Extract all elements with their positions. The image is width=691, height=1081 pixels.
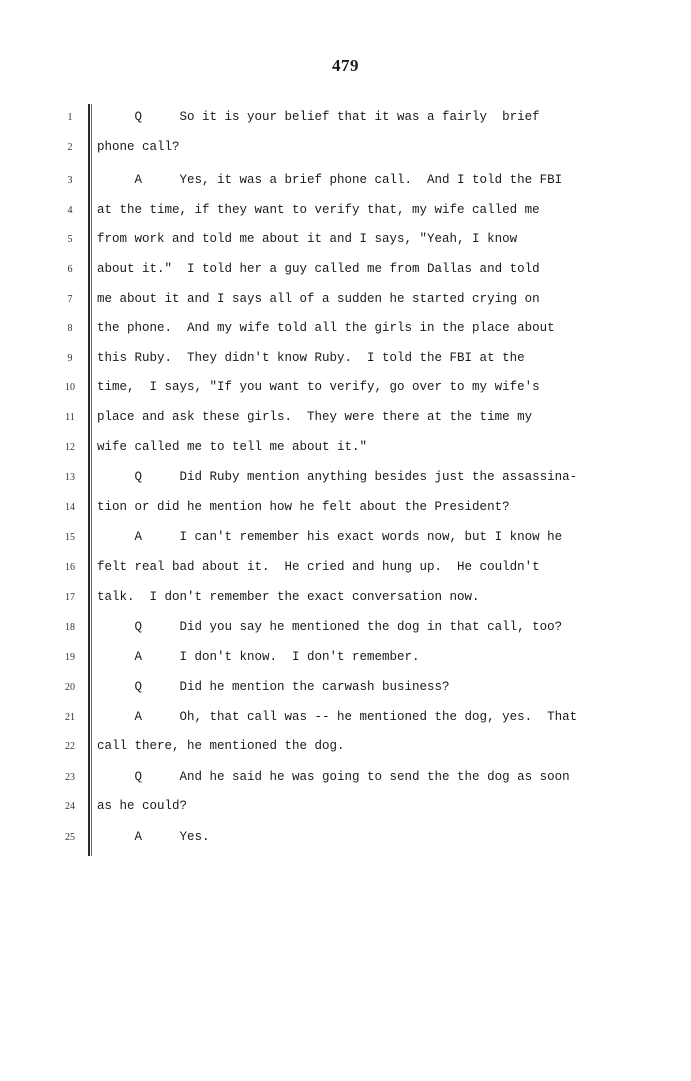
line-text: the phone. And my wife told all the girls in the place about (97, 321, 555, 335)
line-number: 3 (67, 175, 73, 186)
line-text: Q Did Ruby mention anything besides just the assassina- (97, 470, 578, 484)
line-number: 5 (67, 234, 73, 245)
line-number: 8 (67, 323, 73, 334)
transcript-line (0, 440, 691, 460)
line-text: tion or did he mention how he felt about the President? (97, 500, 510, 514)
transcript-line (0, 770, 691, 790)
line-text: call there, he mentioned the dog. (97, 739, 345, 753)
line-text: A Oh, that call was -- he mentioned the dog, yes. That (97, 710, 578, 724)
transcript-line (0, 292, 691, 312)
line-number: 9 (67, 353, 73, 364)
line-text: time, I says, "If you want to verify, go over to my wife's (97, 380, 540, 394)
line-text: talk. I don't remember the exact conversation now. (97, 590, 480, 604)
line-text: from work and told me about it and I says, "Yeah, I know (97, 232, 518, 246)
line-number: 14 (65, 502, 75, 513)
line-number: 25 (65, 832, 75, 843)
line-number: 1 (67, 112, 73, 123)
line-text: felt real bad about it. He cried and hung up. He couldn't (97, 560, 540, 574)
transcript-line (0, 262, 691, 282)
transcript-line (0, 173, 691, 193)
transcript-line (0, 830, 691, 850)
transcript-line (0, 321, 691, 341)
transcript-line (0, 110, 691, 130)
transcript-line (0, 203, 691, 223)
line-number: 13 (65, 472, 75, 483)
transcript-line (0, 590, 691, 610)
transcript-line (0, 560, 691, 580)
line-text: me about it and I says all of a sudden he started crying on (97, 292, 540, 306)
line-text: about it." I told her a guy called me from Dallas and told (97, 262, 540, 276)
transcript-line (0, 650, 691, 670)
transcript-line (0, 470, 691, 490)
transcript-line (0, 232, 691, 252)
line-text: phone call? (97, 140, 180, 154)
transcript-line (0, 799, 691, 819)
line-text: place and ask these girls. They were there at the time my (97, 410, 533, 424)
line-text: A Yes. (97, 830, 210, 844)
line-number: 19 (65, 652, 75, 663)
line-text: A I can't remember his exact words now, but I know he (97, 530, 563, 544)
transcript-line (0, 739, 691, 759)
line-number: 11 (65, 412, 75, 423)
line-text: Q Did you say he mentioned the dog in that call, too? (97, 620, 563, 634)
line-number: 24 (65, 801, 75, 812)
line-text: Q And he said he was going to send the the dog as soon (97, 770, 570, 784)
line-text: wife called me to tell me about it." (97, 440, 368, 454)
transcript-line (0, 500, 691, 520)
line-number: 12 (65, 442, 75, 453)
transcript-line (0, 710, 691, 730)
line-text: Q So it is your belief that it was a fairly brief (97, 110, 540, 124)
line-number: 6 (67, 264, 73, 275)
line-number: 2 (67, 142, 73, 153)
line-number: 4 (67, 205, 73, 216)
transcript-line (0, 351, 691, 371)
line-number: 23 (65, 772, 75, 783)
line-text: at the time, if they want to verify that, my wife called me (97, 203, 540, 217)
line-number: 20 (65, 682, 75, 693)
transcript-line (0, 380, 691, 400)
line-number: 7 (67, 294, 73, 305)
line-number: 21 (65, 712, 75, 723)
line-number: 18 (65, 622, 75, 633)
line-text: A Yes, it was a brief phone call. And I told the FBI (97, 173, 563, 187)
transcript-line (0, 680, 691, 700)
transcript-line (0, 140, 691, 160)
line-number: 17 (65, 592, 75, 603)
line-number: 15 (65, 532, 75, 543)
line-text: as he could? (97, 799, 188, 813)
transcript-line (0, 620, 691, 640)
line-number: 22 (65, 741, 75, 752)
transcript-line (0, 530, 691, 550)
line-text: A I don't know. I don't remember. (97, 650, 420, 664)
transcript-line (0, 410, 691, 430)
line-number: 10 (65, 382, 75, 393)
line-text: this Ruby. They didn't know Ruby. I told the FBI at the (97, 351, 525, 365)
line-number: 16 (65, 562, 75, 573)
page-number: 479 (332, 56, 359, 75)
line-text: Q Did he mention the carwash business? (97, 680, 450, 694)
